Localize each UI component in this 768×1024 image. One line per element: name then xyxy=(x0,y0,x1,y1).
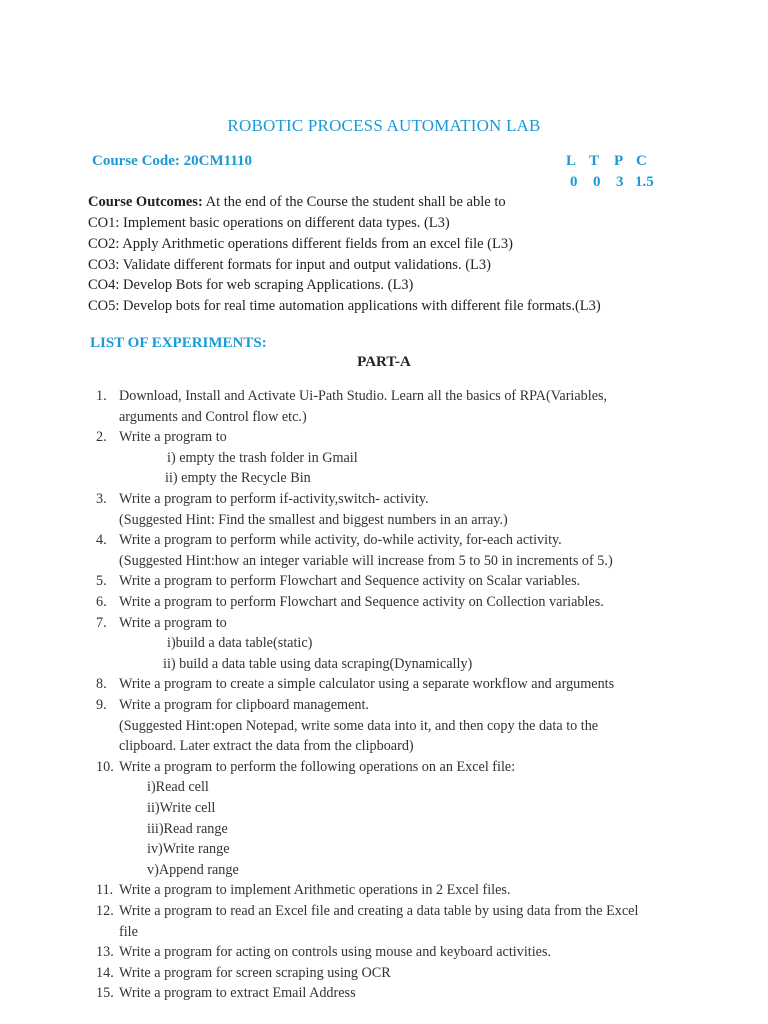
experiment-subline: iv)Write range xyxy=(147,841,230,858)
course-outcome-item: CO4: Develop Bots for web scraping Applications. (L3) xyxy=(88,277,414,293)
ltpc-header-p: P xyxy=(614,153,624,169)
experiment-number: 1. xyxy=(96,388,107,404)
experiment-number: 6. xyxy=(96,594,107,610)
course-outcome-item: CO1: Implement basic operations on different data types. (L3) xyxy=(88,215,450,231)
experiment-subline: i)Read cell xyxy=(147,779,209,796)
experiment-number: 9. xyxy=(96,697,107,713)
experiment-subline: i) empty the trash folder in Gmail xyxy=(167,449,358,466)
experiment-subline: (Suggested Hint:how an integer variable will increase from 5 to 50 in increments of 5.) xyxy=(119,552,613,569)
experiment-text: Write a program to extract Email Address xyxy=(119,985,356,1002)
course-outcomes-text: At the end of the Course the student shall be able to xyxy=(202,194,506,210)
experiment-number: 13. xyxy=(96,944,114,961)
ltpc-value-l: 0 xyxy=(570,174,578,190)
experiment-subline: v)Append range xyxy=(147,861,239,878)
experiment-subline: ii) empty the Recycle Bin xyxy=(165,470,311,487)
ltpc-header-l: L xyxy=(566,153,577,169)
course-outcome-item: CO5: Develop bots for real time automation applications with different file formats.(L3) xyxy=(88,298,601,314)
experiment-text: Write a program to perform if-activity,switch- activity. xyxy=(119,491,429,507)
ltpc-value-c: 1.5 xyxy=(635,174,654,190)
ltpc-header-t: T xyxy=(589,153,600,169)
experiment-subline: (Suggested Hint: Find the smallest and biggest numbers in an array.) xyxy=(119,511,508,528)
experiment-text: Write a program to create a simple calculator using a separate workflow and arguments xyxy=(119,676,615,693)
experiment-number: 11. xyxy=(96,882,114,899)
experiment-number: 2. xyxy=(96,429,107,446)
experiment-subline: (Suggested Hint:open Notepad, write some data into it, and then copy the data to the xyxy=(119,717,599,734)
experiment-text: Write a program to xyxy=(119,429,227,446)
experiment-text: Write a program for clipboard management. xyxy=(119,697,369,713)
course-outcomes-intro xyxy=(88,194,506,211)
experiment-subline: file xyxy=(119,923,138,940)
part-heading: PART-A xyxy=(357,354,411,370)
experiment-text: Write a program to read an Excel file and creating a data table by using data from the Excel xyxy=(119,903,639,919)
experiment-subline: ii) build a data table using data scraping(Dynamically) xyxy=(163,655,473,672)
experiment-subline: i)build a data table(static) xyxy=(167,635,313,652)
course-outcome-item: CO2: Apply Arithmetic operations different fields from an excel file (L3) xyxy=(88,236,513,252)
course-code: Course Code: 20CM1110 xyxy=(92,153,252,169)
experiment-text: Write a program to perform Flowchart and Sequence activity on Collection variables. xyxy=(119,594,604,610)
experiment-text: Write a program for acting on controls using mouse and keyboard activities. xyxy=(119,944,552,961)
course-outcome-item: CO3: Validate different formats for input and output validations. (L3) xyxy=(88,257,491,273)
experiment-number: 8. xyxy=(96,676,107,693)
experiment-number: 3. xyxy=(96,491,107,507)
experiment-text: Write a program for screen scraping using OCR xyxy=(119,964,391,981)
experiment-text: Write a program to perform the following operations on an Excel file: xyxy=(119,758,516,775)
experiment-number: 12. xyxy=(96,903,114,919)
experiment-text: Write a program to perform while activity, do-while activity, for-each activity. xyxy=(119,532,562,549)
experiment-text: Download, Install and Activate Ui-Path Studio. Learn all the basics of RPA(Variables, xyxy=(119,388,608,404)
experiment-number: 14. xyxy=(96,964,114,981)
experiment-text: Write a program to perform Flowchart and Sequence activity on Scalar variables. xyxy=(119,573,581,590)
experiment-subline: iii)Read range xyxy=(147,820,228,837)
experiment-number: 15. xyxy=(96,985,114,1002)
ltpc-value-t: 0 xyxy=(593,174,601,190)
experiment-text: Write a program to implement Arithmetic operations in 2 Excel files. xyxy=(119,882,511,899)
experiment-subline: arguments and Control flow etc.) xyxy=(119,408,307,425)
experiment-text: Write a program to xyxy=(119,614,227,631)
page-title: ROBOTIC PROCESS AUTOMATION LAB xyxy=(227,116,541,135)
experiment-number: 5. xyxy=(96,573,107,590)
experiment-subline: ii)Write cell xyxy=(147,800,216,816)
experiment-number: 7. xyxy=(96,614,107,631)
experiment-subline: clipboard. Later extract the data from the clipboard) xyxy=(119,738,414,755)
experiments-heading: LIST OF EXPERIMENTS: xyxy=(90,335,267,351)
ltpc-header-c: C xyxy=(636,153,647,169)
course-outcomes-label: Course Outcomes: xyxy=(88,194,203,210)
experiment-number: 10. xyxy=(96,758,114,775)
ltpc-value-p: 3 xyxy=(616,174,624,190)
experiment-number: 4. xyxy=(96,532,107,549)
